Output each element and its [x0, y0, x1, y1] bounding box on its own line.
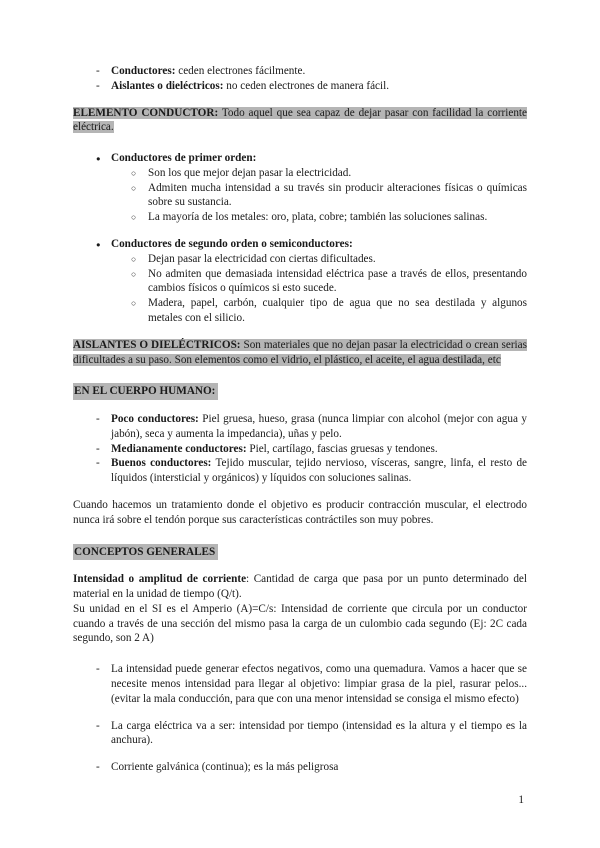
sublist	[96, 252, 527, 326]
aislantes-paragraph	[73, 338, 527, 368]
list-item-text: Admiten mucha intensidad a su través sin producir alteraciones físicas o químicas sobre su sustancia.	[148, 181, 527, 209]
list-item-text: La intensidad puede generar efectos negativos, como una quemadura. Vamos a hacer que se necesite menos intensidad para llegar al objetivo: limpiar grasa de la piel, rasurar pelos... (evitar la mala conducción, para que con una menor intensidad se consiga el mismo efecto)	[111, 663, 527, 705]
list-item	[96, 412, 527, 442]
circle-bullet-icon: ○	[131, 253, 137, 264]
sublist	[96, 166, 527, 225]
cuerpo-humano-list	[73, 412, 527, 486]
intro-list	[73, 64, 527, 94]
elemento-conductor-paragraph	[73, 106, 527, 136]
list-item-text	[111, 442, 527, 457]
list-item	[131, 296, 527, 326]
list-item	[96, 442, 527, 457]
circle-bullet-icon: ○	[131, 182, 137, 193]
segundo-orden-list	[73, 237, 527, 326]
list-item	[131, 210, 527, 225]
term: Conductores de primer orden:	[111, 152, 257, 165]
dash-marker: -	[96, 663, 100, 676]
term: Conductores:	[111, 65, 176, 77]
dash-marker: -	[96, 65, 100, 77]
list-item	[96, 719, 527, 749]
bullet-icon: ●	[96, 154, 101, 164]
dash-marker: -	[96, 457, 100, 470]
list-item-text	[111, 64, 527, 79]
list-item-text	[111, 237, 527, 252]
list-item-text: Dejan pasar la electricidad con ciertas dificultades.	[148, 252, 376, 265]
highlighted-text	[73, 339, 527, 366]
definition: ceden electrones fácilmente.	[175, 65, 306, 77]
section-title: ELEMENTO CONDUCTOR:	[73, 106, 219, 119]
bullet-icon: ●	[96, 240, 101, 250]
cuerpo-humano-heading-line	[73, 383, 527, 400]
list-item-text: Corriente galvánica (continua); es la más peligrosa	[111, 761, 339, 774]
list-item-text	[111, 412, 527, 442]
definition: no ceden electrones de manera fácil.	[223, 79, 390, 92]
definition: Piel gruesa, hueso, grasa (nunca limpiar con alcohol (mejor con agua y jabón), seca y aumenta la impedancia), uñas y pelo.	[111, 413, 527, 440]
dash-marker: -	[96, 761, 100, 774]
unidad-paragraph: Su unidad en el SI es el Amperio (A)=C/s: Intensidad de corriente que circula por un conductor cuando a través de una sección del mismo pasa la carga de un culombio cada segundo (Ej: 2C cada segundo, son 2 A)	[73, 602, 527, 645]
list-item-text: La carga eléctrica va a ser: intensidad por tiempo (intensidad es la altura y el tiempo es la anchura).	[111, 719, 527, 747]
list-item	[96, 151, 527, 166]
list-item	[96, 237, 527, 252]
definition: : Cantidad de carga que pasa por un punto determinado del material en la unidad de tiempo (Q/t).	[73, 573, 527, 601]
circle-bullet-icon: ○	[131, 298, 137, 309]
list-item	[131, 267, 527, 297]
list-item	[131, 166, 527, 181]
list-item-text: La mayoría de los metales: oro, plata, cobre; también las soluciones salinas.	[148, 211, 488, 224]
term: Medianamente conductores:	[111, 442, 247, 455]
intensidad-paragraph	[73, 572, 527, 602]
term: Aislantes o dieléctricos:	[111, 79, 224, 92]
list-item-text	[111, 456, 527, 486]
list-item	[131, 181, 527, 211]
section-heading: CONCEPTOS GENERALES	[73, 544, 218, 561]
dash-marker: -	[96, 413, 100, 426]
list-item	[96, 79, 527, 94]
circle-bullet-icon: ○	[131, 167, 137, 178]
term: Buenos conductores:	[111, 457, 212, 470]
section-title: AISLANTES O DIELÉCTRICOS:	[73, 338, 241, 351]
dash-marker: -	[96, 719, 100, 732]
conceptos-list	[73, 662, 527, 775]
list-item	[131, 252, 527, 267]
tratamiento-note: Cuando hacemos un tratamiento donde el objetivo es producir contracción muscular, el electrodo nunca irá sobre el tendón porque sus características contráctiles son muy pobres.	[73, 498, 527, 526]
page-number: 1	[518, 794, 524, 807]
term: Intensidad o amplitud de corriente	[73, 573, 247, 586]
list-item	[96, 760, 527, 775]
section-heading: EN EL CUERPO HUMANO:	[73, 383, 218, 400]
list-item	[96, 662, 527, 706]
list-item	[96, 456, 527, 486]
section-body: Todo aquel que sea capaz de dejar pasar con facilidad la corriente eléctrica.	[73, 106, 527, 134]
term: Conductores de segundo orden o semiconductores:	[111, 238, 353, 251]
dash-marker: -	[96, 442, 100, 455]
list-item-text	[111, 151, 527, 166]
term: Poco conductores:	[111, 413, 199, 426]
definition: Piel, cartílago, fascias gruesas y tendones.	[246, 442, 438, 455]
primer-orden-list	[73, 151, 527, 225]
circle-bullet-icon: ○	[131, 212, 137, 223]
highlighted-text	[73, 107, 527, 134]
list-item	[96, 64, 527, 79]
circle-bullet-icon: ○	[131, 268, 137, 279]
conceptos-heading-line	[73, 544, 527, 561]
list-item-text: Son los que mejor dejan pasar la electricidad.	[148, 166, 352, 179]
section-body: Son materiales que no dejan pasar la electricidad o crean serias dificultades a su paso. Son elementos como el vidrio, el plástico, el aceite, el agua destilada, etc	[73, 338, 527, 366]
list-item-text	[111, 79, 527, 94]
list-item-text: Madera, papel, carbón, cualquier tipo de agua que no sea destilada y algunos metales con el silicio.	[148, 297, 527, 324]
dash-marker: -	[96, 79, 100, 92]
definition: Tejido muscular, tejido nervioso, vísceras, sangre, linfa, el resto de líquidos (intersticial y orgánicos) y líquidos con soluciones salinas.	[111, 457, 528, 485]
list-item-text: No admiten que demasiada intensidad eléctrica pase a través de ellos, presentando cambios físicos o químicos si esto sucede.	[148, 267, 527, 295]
